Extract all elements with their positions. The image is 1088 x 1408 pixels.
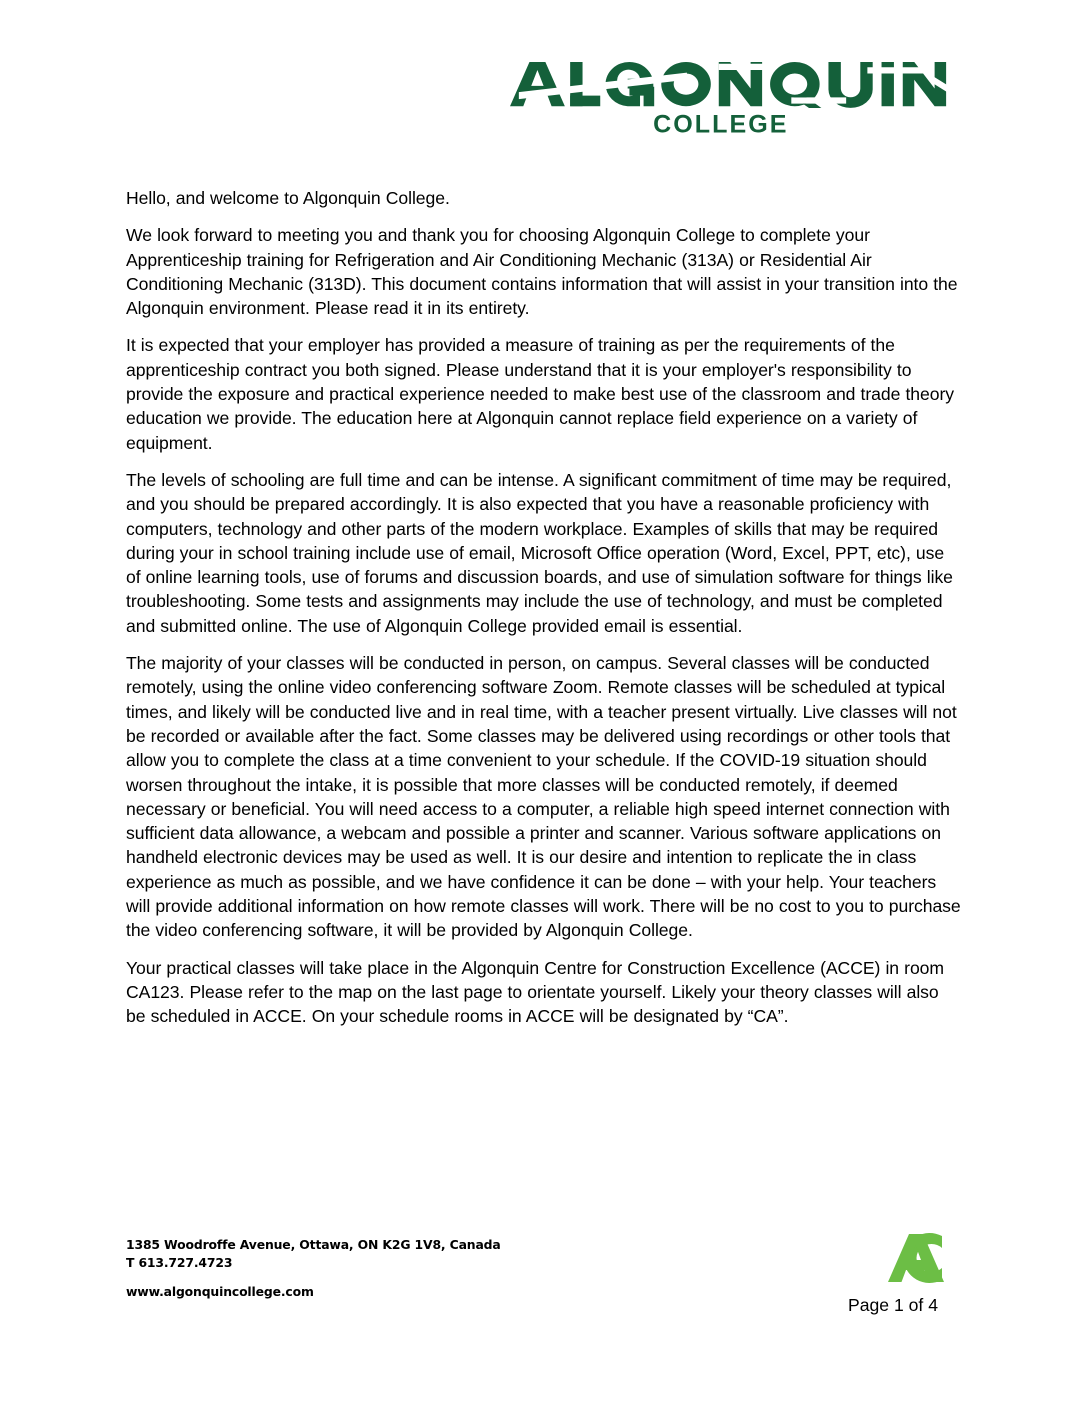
page-footer bbox=[126, 1236, 962, 1315]
paragraph-welcome: We look forward to meeting you and thank you for choosing Algonquin College to complete your Apprenticeship training for Refrigeration and Air Conditioning Mechanic (313A) or Residential Air Conditioning Mechanic (313D). This document contains information that will assist in your transition into the Algonquin environment. Please read it in its entirety. bbox=[126, 225, 958, 319]
paragraph-employer: It is expected that your employer has provided a measure of training as per the requirements of the apprenticeship contract you both signed. Please understand that it is your employer's responsibility to provide the exposure and practical experience needed to make best use of the classroom and trade theory education we provide. The education here at Algonquin cannot replace field experience on a variety of equipment. bbox=[126, 335, 954, 453]
algonquin-wordmark-icon bbox=[510, 62, 970, 108]
ac-monogram-icon bbox=[886, 1230, 970, 1288]
page-number: Page 1 of 4 bbox=[848, 1295, 938, 1315]
paragraph-schooling: The levels of schooling are full time and can be intense. A significant commitment of time may be required, and you should be prepared accordingly. It is also expected that you have a reasonable proficiency with computers, technology and other parts of the modern workplace. Examples of skills that may be required during your in school training include use of email, Microsoft Office operation (Word, Excel, PPT, etc), use of online learning tools, use of forums and discussion boards, and use of simulation software for things like troubleshooting. Some tests and assignments may include the use of technology, and must be completed and submitted online. The use of Algonquin College provided email is essential. bbox=[126, 469, 953, 636]
college-wordmark-icon bbox=[510, 111, 789, 137]
document-body bbox=[126, 186, 962, 1029]
paragraph-greeting: Hello, and welcome to Algonquin College. bbox=[126, 188, 450, 208]
footer-address-line: 1385 Woodroffe Avenue, Ottawa, ON K2G 1V8, Canada bbox=[126, 1237, 501, 1252]
footer-website: www.algonquincollege.com bbox=[126, 1284, 314, 1299]
paragraph-classes: The majority of your classes will be conducted in person, on campus. Several classes will be conducted remotely, using the online video conferencing software Zoom. Remote classes will be scheduled at typical times, and likely will be conducted live and in real time, with a teacher present virtually. Live classes will not be recorded or available after the fact. Some classes may be delivered using recordings or other tools that allow you to complete the class at a time convenient to your schedule. If the COVID-19 situation should worsen throughout the intake, it is possible that more classes will be conducted remotely, if deemed necessary or beneficial. You will need access to a computer, a reliable high speed internet connection with sufficient data allowance, a webcam and possible a printer and scanner. Various software applications on handheld electronic devices may be used as well. It is our desire and intention to replicate the in class experience as much as possible, and we have confidence it can be done – with your help. Your teachers will provide additional information on how remote classes will work. There will be no cost to you to purchase the video conferencing software, it will be provided by Algonquin College. bbox=[126, 653, 961, 941]
algonquin-college-logo bbox=[510, 62, 970, 137]
footer-address-block bbox=[126, 1236, 962, 1271]
paragraph-practical: Your practical classes will take place in the Algonquin Centre for Construction Excellence (ACCE) in room CA123. Please refer to the map on the last page to orientate yourself. Likely your theory classes will also be scheduled in ACCE. On your schedule rooms in ACCE will be designated by “CA”. bbox=[126, 957, 945, 1027]
svg-text:COLLEGE: COLLEGE bbox=[653, 111, 789, 137]
footer-phone-line: T 613.727.4723 bbox=[126, 1254, 233, 1270]
